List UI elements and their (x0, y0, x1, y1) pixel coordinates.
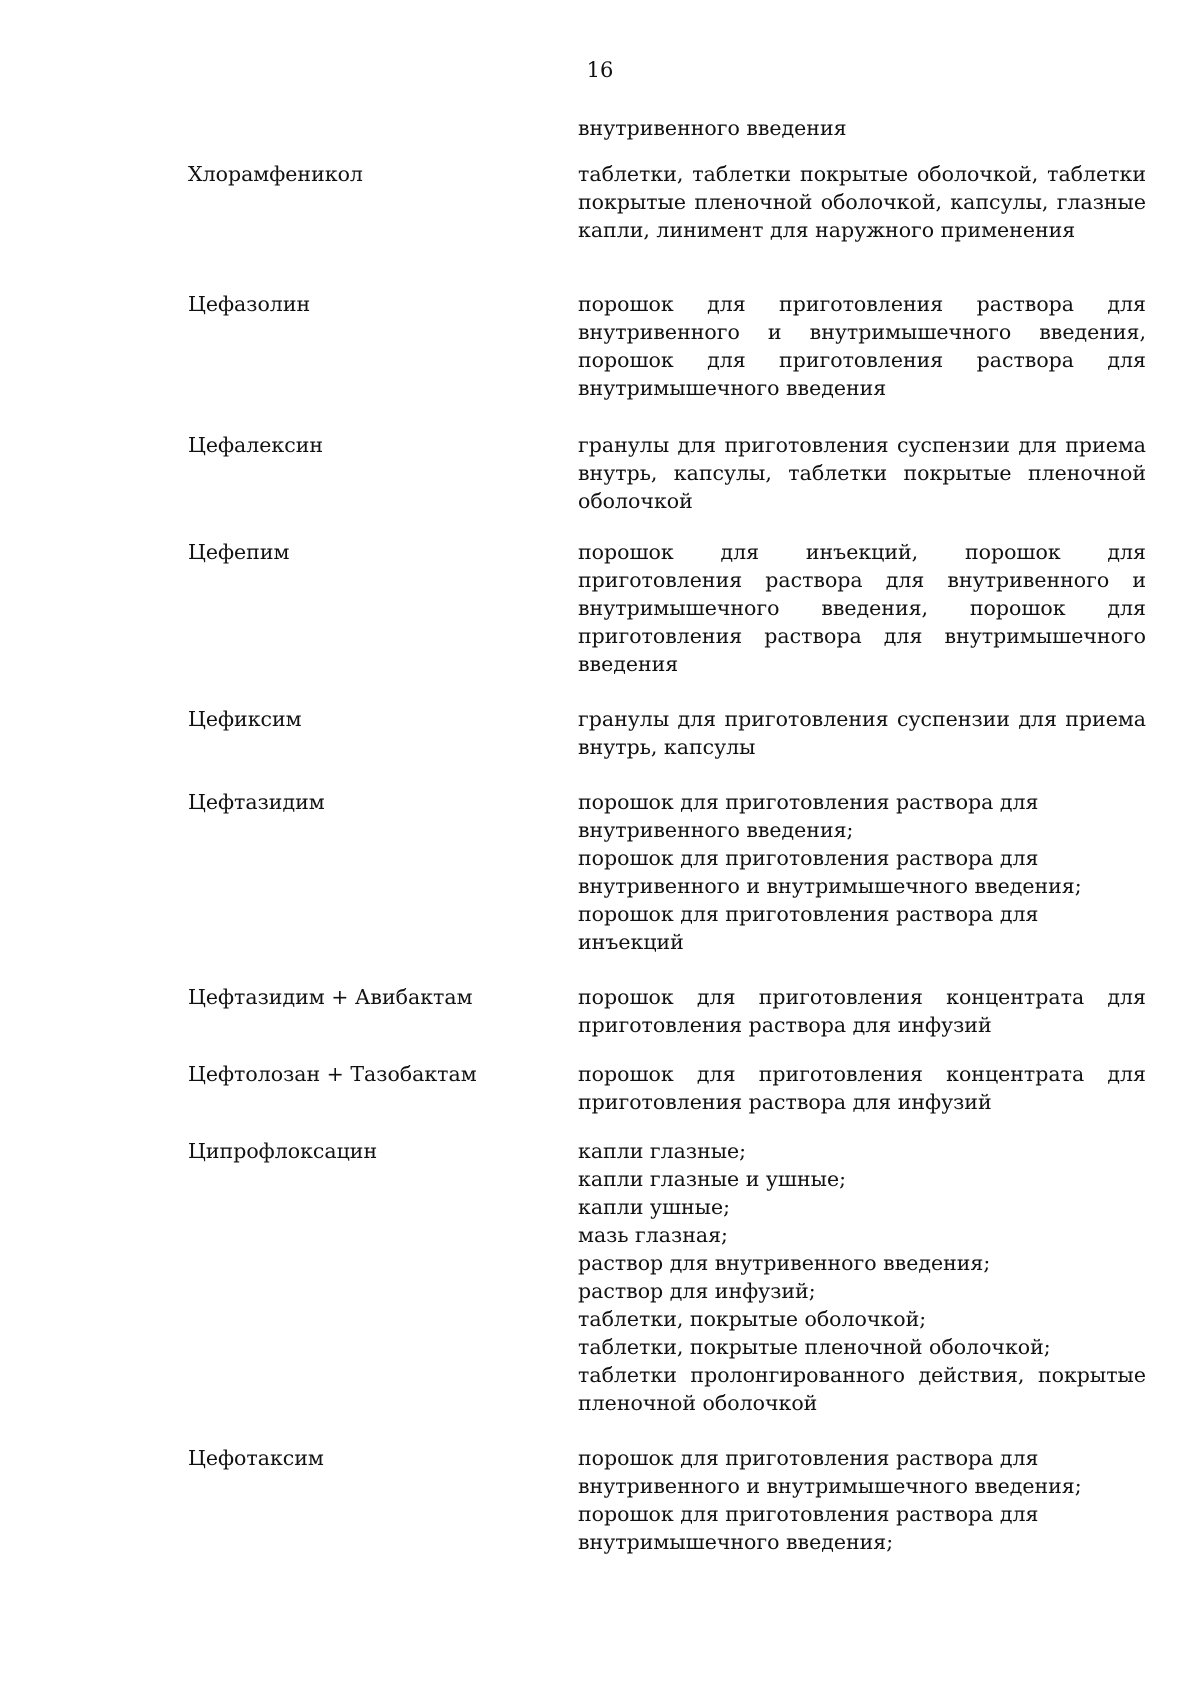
drug-name: Цефазолин (188, 292, 311, 316)
table-row (188, 290, 1146, 402)
table-row (188, 1060, 1146, 1116)
table-row (188, 160, 1146, 244)
dosage-form-line: порошок для приготовления раствора для (578, 1502, 1039, 1526)
table-row (188, 1137, 1146, 1417)
table-row (188, 983, 1146, 1039)
drug-name: Ципрофлоксацин (188, 1139, 378, 1163)
table-row (188, 705, 1146, 761)
drug-name: Цефтазидим + Авибактам (188, 985, 473, 1009)
dosage-form-line: внутривенного введения; (578, 818, 854, 842)
table-row (188, 431, 1146, 515)
dosage-form-line: капли глазные; (578, 1139, 747, 1163)
dosage-forms: таблетки, таблетки покрытые оболочкой, таблетки покрытые пленочной оболочкой, капсулы, глазные капли, линимент для наружного применения (578, 162, 1146, 242)
dosage-form-line: раствор для внутривенного введения; (578, 1251, 991, 1275)
drug-name: Цефепим (188, 540, 290, 564)
dosage-form-line: внутримышечного введения; (578, 1530, 894, 1554)
dosage-form-line: таблетки, покрытые оболочкой; (578, 1307, 927, 1331)
drug-table (188, 114, 1146, 1556)
dosage-forms: гранулы для приготовления суспензии для приема внутрь, капсулы, таблетки покрытые пленочной оболочкой (578, 433, 1146, 513)
dosage-form-line: мазь глазная; (578, 1223, 728, 1247)
dosage-forms: порошок для инъекций, порошок для приготовления раствора для внутривенного и внутримышечного введения, порошок для приготовления раствора для внутримышечного введения (578, 540, 1146, 676)
page-number: 16 (586, 58, 614, 82)
drug-name: Хлорамфеникол (188, 162, 363, 186)
table-row (188, 788, 1146, 956)
dosage-form-line: таблетки, покрытые пленочной оболочкой; (578, 1335, 1051, 1359)
dosage-forms: порошок для приготовления концентрата для приготовления раствора для инфузий (578, 1062, 1146, 1114)
drug-name: Цефотаксим (188, 1446, 324, 1470)
dosage-forms (578, 1444, 1146, 1556)
dosage-form-line: внутривенного и внутримышечного введения; (578, 874, 1082, 898)
dosage-form-line: порошок для приготовления раствора для (578, 790, 1039, 814)
dosage-forms: гранулы для приготовления суспензии для приема внутрь, капсулы (578, 707, 1146, 759)
drug-name: Цефтолозан + Тазобактам (188, 1062, 477, 1086)
dosage-form-line: внутривенного и внутримышечного введения; (578, 1474, 1082, 1498)
dosage-form-line: порошок для приготовления раствора для инъекций (578, 902, 1039, 954)
dosage-form-line: порошок для приготовления раствора для (578, 846, 1039, 870)
dosage-form-line: внутривенного введения (578, 116, 847, 140)
dosage-forms: порошок для приготовления концентрата для приготовления раствора для инфузий (578, 985, 1146, 1037)
dosage-forms (578, 788, 1146, 956)
dosage-form-line: раствор для инфузий; (578, 1279, 816, 1303)
dosage-forms: порошок для приготовления раствора для внутривенного и внутримышечного введения, порошок для приготовления раствора для внутримышечного введения (578, 292, 1146, 400)
dosage-forms (578, 114, 1146, 142)
table-row (188, 1444, 1146, 1556)
dosage-form-line: капли ушные; (578, 1195, 731, 1219)
dosage-form-line: капли глазные и ушные; (578, 1167, 847, 1191)
dosage-forms (578, 1137, 1146, 1417)
dosage-form-line: таблетки пролонгированного действия, покрытые пленочной оболочкой (578, 1363, 1146, 1415)
drug-name: Цефтазидим (188, 790, 325, 814)
drug-name: Цефиксим (188, 707, 302, 731)
table-row (188, 114, 1146, 142)
dosage-form-line: порошок для приготовления раствора для (578, 1446, 1039, 1470)
drug-name: Цефалексин (188, 433, 324, 457)
table-row (188, 538, 1146, 678)
